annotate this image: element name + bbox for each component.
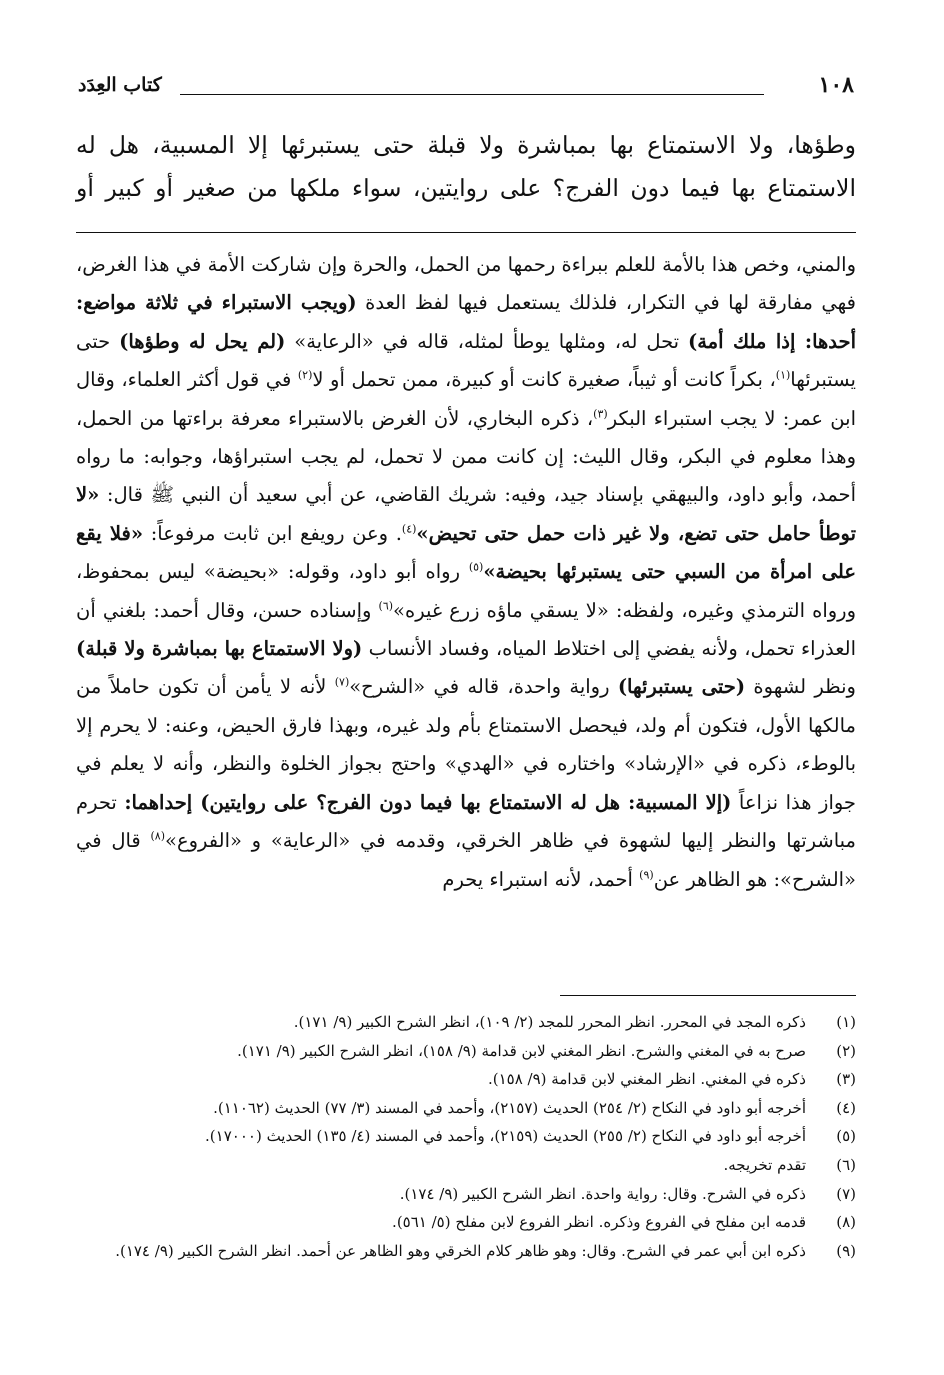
footnote <box>76 1037 856 1066</box>
commentary-paragraph <box>76 246 856 899</box>
footnote-number: (٥) <box>836 1127 856 1146</box>
footnote-number: (٩) <box>836 1241 856 1260</box>
commentary-text: قال في «الشرح»: هو الظاهر عن <box>76 829 856 891</box>
main-text-line: وطؤها، ولا الاستمتاع بها بمباشرة ولا قبلة حتى يستبرئها إلا المسبية، هل له <box>76 131 856 159</box>
footnote-number: (٤) <box>836 1098 856 1117</box>
footnote-ref: (٢) <box>297 368 313 382</box>
footnote-text: أخرجه أبو داود في النكاح (٢/ ٢٥٥) الحديث (٢١٥٩)، وأحمد في المسند (٤/ ١٣٥) الحديث (١٧٠٠٠). <box>205 1127 806 1146</box>
footnote-ref: (٦) <box>378 599 394 613</box>
footnote-ref: (٩) <box>639 868 654 881</box>
quoted-matn: (حتى يستبرئها) <box>617 675 746 699</box>
page-header <box>78 72 854 106</box>
footnote-number: (٨) <box>836 1213 856 1232</box>
footnote-text: أخرجه أبو داود في النكاح (٢/ ٢٥٤) الحديث (٢١٥٧)، وأحمد في المسند (٣/ ٧٧) الحديث (١١٠٦٢). <box>213 1098 806 1117</box>
footnote-text: تقدم تخريجه. <box>723 1155 806 1174</box>
footnote <box>76 1208 856 1237</box>
footnote <box>76 1237 856 1266</box>
footnote-text: صرح به في المغني والشرح. انظر المغني لابن قدامة (٩/ ١٥٨)، انظر الشرح الكبير (٩/ ١٧١). <box>237 1041 806 1060</box>
footnote-text: قدمه ابن مفلح في الفروع وذكره. انظر الفروع لابن مفلح (٥/ ٥٦١). <box>392 1213 806 1232</box>
footnote-ref: (٧) <box>334 675 350 689</box>
footnote-text: ذكره المجد في المحرر. انظر المحرر للمجد (٢/ ١٠٩)، انظر الشرح الكبير (٩/ ١٧١). <box>293 1013 806 1031</box>
footnote <box>76 1122 856 1151</box>
commentary-text: تحل له، ومثلها يوطأ لمثله، قاله في «الرعاية» <box>285 329 688 353</box>
commentary-text: تحرم مباشرتها والنظر إليها لشهوة في ظاهر الخرقي، وقدمه في «الرعاية» و «الفروع» <box>76 790 856 853</box>
commentary-text: ، بكراً كانت أو ثيباً، صغيرة كانت أو كبيرة، ممن تحمل أو لا <box>312 368 776 392</box>
commentary-text: ، ذكره البخاري، لأن الغرض بالاستبراء معرفة براءتها من الحمل، وهذا معلوم في البكر، وقال الليث: إن كانت ممن لا تحمل، لم يجب استبراؤها، وجوابه: ما رواه أحمد، وأبو داود، والبيهقي بإسناد جيد، وفيه: شريك القاضي، عن أبي سعيد أن النبي ﷺ قال: <box>76 406 856 507</box>
footnote-text: ذكره ابن أبي عمر في الشرح. وقال: وهو ظاهر كلام الخرقي وهو الظاهر عن أحمد. انظر الشرح الكبير (٩/ ١٧٤). <box>115 1241 806 1260</box>
main-text <box>76 124 856 210</box>
commentary-text: ونظر لشهوة <box>745 675 856 699</box>
footnote-rule <box>560 995 856 996</box>
quoted-matn: (ويجب الاستبراء في ثلاثة مواضع: أحدها: إذا ملك أمة) <box>76 291 856 353</box>
footnote <box>76 1180 856 1209</box>
footnote-ref: (٨) <box>150 829 166 843</box>
footnote-text: ذكره في الشرح. وقال: رواية واحدة. انظر الشرح الكبير (٩/ ١٧٤). <box>399 1184 806 1203</box>
commentary-text: والمني، وخص هذا بالأمة للعلم ببراءة رحمها من الحمل، والحرة وإن شاركت الأمة في هذا الغرض، فهي مفارقة لها في التكرار، فلذلك يستعمل فيها لفظ العدة <box>76 253 856 315</box>
running-title: كتاب العِدَد <box>78 74 162 96</box>
footnote-ref: (٥) <box>468 560 484 574</box>
commentary-text: لأنه لا يأمن أن تكون حاملاً من مالكها الأول، فتكون أم ولد، فيحصل الاستمتاع بأم ولد غيره، وبهذا فارق الحيض، وعنه: لا يحرم إلا بالوطء، ذكره في «الإرشاد» واختاره في «الهدي» واحتج بجواز الخلوة والنظر، وأنه لا يعلم في جواز هذا نزاعاً <box>76 675 856 814</box>
commentary-text: وإسناده حسن، وقال أحمد: بلغني أن العذراء تحمل، ولأنه يفضي إلى اختلاط المياه، وفساد الأنساب <box>76 598 856 661</box>
main-text-line: الاستمتاع بها فيما دون الفرج؟ على روايتين، سواء ملكها من صغير أو كبير أو <box>76 174 856 202</box>
page-number: ١٠٨ <box>818 72 854 98</box>
commentary-text: حتى يستبرئها <box>76 329 856 392</box>
footnote-ref: (١) <box>775 368 791 382</box>
footnote-number: (٢) <box>836 1041 856 1060</box>
footnote <box>76 1065 856 1094</box>
footnote <box>76 1151 856 1180</box>
commentary-text: رواية واحدة، قاله في «الشرح» <box>349 675 618 699</box>
quoted-hadith: «لا توطأ حامل حتى تضع، ولا غير ذات حمل حتى تحيض» <box>76 483 857 545</box>
footnote-number: (١) <box>836 1013 856 1031</box>
quoted-matn: (لم يحل له وطؤها) <box>119 329 286 353</box>
commentary-text: . وعن رويفع ابن ثابت مرفوعاً: <box>143 521 402 545</box>
quoted-matn: (إلا المسبية: هل له الاستمتاع بها فيما دون الفرج؟ على روايتين) إحداهما: <box>124 790 732 814</box>
commentary-text: في قول أكثر العلماء، وقال ابن عمر: لا يجب استبراء البكر <box>76 368 856 430</box>
commentary-text: أحمد، لأنه استبراء يحرم <box>442 867 640 891</box>
footnote-ref: (٣) <box>593 407 608 421</box>
commentary-text: رواه أبو داود، وقوله: «بحيضة» ليس بمحفوظ، ورواه الترمذي وغيره، ولفظه: «لا يسقي ماؤه زرع غيره» <box>76 560 856 622</box>
quoted-hadith: «فلا يقع على امرأة من السبي حتى يستبرئها بحيضة» <box>76 521 856 584</box>
footnote-number: (٧) <box>836 1184 856 1203</box>
footnote <box>76 1094 856 1123</box>
commentary <box>76 246 856 899</box>
header-rule <box>180 94 764 95</box>
footnote-ref: (٤) <box>401 522 417 536</box>
footnote-number: (٣) <box>836 1070 856 1089</box>
quoted-matn: (ولا الاستمتاع بها بمباشرة ولا قبلة) <box>76 637 363 661</box>
footnote-number: (٦) <box>836 1155 856 1174</box>
footnote-text: ذكره في المغني. انظر المغني لابن قدامة (٩/ ١٥٨). <box>487 1070 806 1089</box>
text-separator <box>76 232 856 233</box>
footnotes <box>76 1008 856 1265</box>
footnote <box>76 1008 856 1037</box>
